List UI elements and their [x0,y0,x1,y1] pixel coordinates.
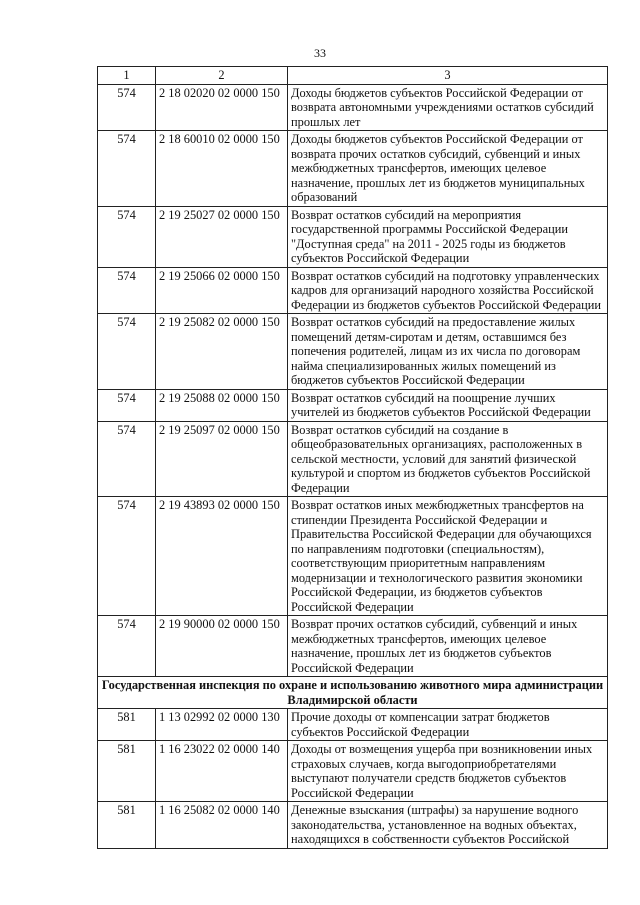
table-row [98,421,608,497]
admin-code-cell: 574 [98,421,156,497]
table-row [98,709,608,741]
admin-code-cell: 574 [98,206,156,267]
table-row [98,741,608,802]
budget-code-cell: 2 19 25088 02 0000 150 [156,389,288,421]
table-row [98,314,608,390]
budget-code-cell: 2 19 25027 02 0000 150 [156,206,288,267]
budget-code-cell: 2 18 60010 02 0000 150 [156,131,288,207]
description-cell: Возврат остатков иных межбюджетных трансфертов на стипендии Президента Российской Федерации и Правительства Российской Федерации для обучающихся по направлениям подготовки (специальностям), соответствующим приоритетным направлениям модернизации и технологического развития экономики Российской Федерации, из бюджетов субъектов Российской Федерации [288,497,608,616]
description-cell: Прочие доходы от компенсации затрат бюджетов субъектов Российской Федерации [288,709,608,741]
budget-code-cell: 2 19 90000 02 0000 150 [156,616,288,677]
description-cell: Возврат остатков субсидий на предоставление жилых помещений детям-сиротам и детям, оставшимся без попечения родителей, лицам из их числа по договорам найма специализированных жилых помещений из бюджетов субъектов Российской Федерации [288,314,608,390]
admin-code-cell: 574 [98,84,156,131]
budget-code-cell: 1 16 25082 02 0000 140 [156,802,288,849]
description-cell: Доходы бюджетов субъектов Российской Федерации от возврата прочих остатков субсидий, субвенций и иных межбюджетных трансфертов, имеющих целевое назначение, прошлых лет из бюджетов муниципальных образований [288,131,608,207]
budget-code-cell: 2 19 25082 02 0000 150 [156,314,288,390]
admin-code-cell: 574 [98,131,156,207]
description-cell: Возврат остатков субсидий на поощрение лучших учителей из бюджетов субъектов Российской Федерации [288,389,608,421]
admin-code-cell: 574 [98,389,156,421]
admin-code-cell: 574 [98,497,156,616]
budget-code-cell: 2 19 43893 02 0000 150 [156,497,288,616]
admin-code-cell: 581 [98,802,156,849]
admin-code-cell: 581 [98,709,156,741]
section-title: Государственная инспекция по охране и использованию животного мира администрации Владимирской области [98,677,608,709]
table-header-row [98,67,608,85]
admin-code-cell: 574 [98,616,156,677]
table-row [98,389,608,421]
table-row [98,802,608,849]
admin-code-cell: 581 [98,741,156,802]
table-row [98,267,608,314]
description-cell: Доходы бюджетов субъектов Российской Федерации от возврата автономными учреждениями остатков субсидий прошлых лет [288,84,608,131]
header-col-3: 3 [288,67,608,85]
section-header-row [98,677,608,709]
header-col-1: 1 [98,67,156,85]
budget-code-cell: 1 13 02992 02 0000 130 [156,709,288,741]
description-cell: Возврат остатков субсидий на мероприятия государственной программы Российской Федерации "Доступная среда" на 2011 - 2025 годы из бюджетов субъектов Российской Федерации [288,206,608,267]
description-cell: Возврат прочих остатков субсидий, субвенций и иных межбюджетных трансфертов, имеющих целевое назначение, прошлых лет из бюджетов субъектов Российской Федерации [288,616,608,677]
description-cell: Доходы от возмещения ущерба при возникновении иных страховых случаев, когда выгодоприобретателями выступают получатели средств бюджетов субъектов Российской Федерации [288,741,608,802]
description-cell: Возврат остатков субсидий на создание в общеобразовательных организациях, расположенных в сельской местности, условий для занятий физической культурой и спортом из бюджетов субъектов Российской Федерации [288,421,608,497]
revenue-codes-table [97,66,608,849]
budget-code-cell: 2 19 25097 02 0000 150 [156,421,288,497]
budget-code-cell: 1 16 23022 02 0000 140 [156,741,288,802]
table-row [98,206,608,267]
admin-code-cell: 574 [98,314,156,390]
page-number: 33 [314,46,326,60]
table-row [98,616,608,677]
admin-code-cell: 574 [98,267,156,314]
table-row [98,84,608,131]
header-col-2: 2 [156,67,288,85]
budget-code-cell: 2 18 02020 02 0000 150 [156,84,288,131]
description-cell: Возврат остатков субсидий на подготовку управленческих кадров для организаций народного хозяйства Российской Федерации из бюджетов субъектов Российской Федерации [288,267,608,314]
description-cell: Денежные взыскания (штрафы) за нарушение водного законодательства, установленное на водных объектах, находящихся в собственности субъектов Российской [288,802,608,849]
table-row [98,131,608,207]
budget-code-cell: 2 19 25066 02 0000 150 [156,267,288,314]
table-row [98,497,608,616]
